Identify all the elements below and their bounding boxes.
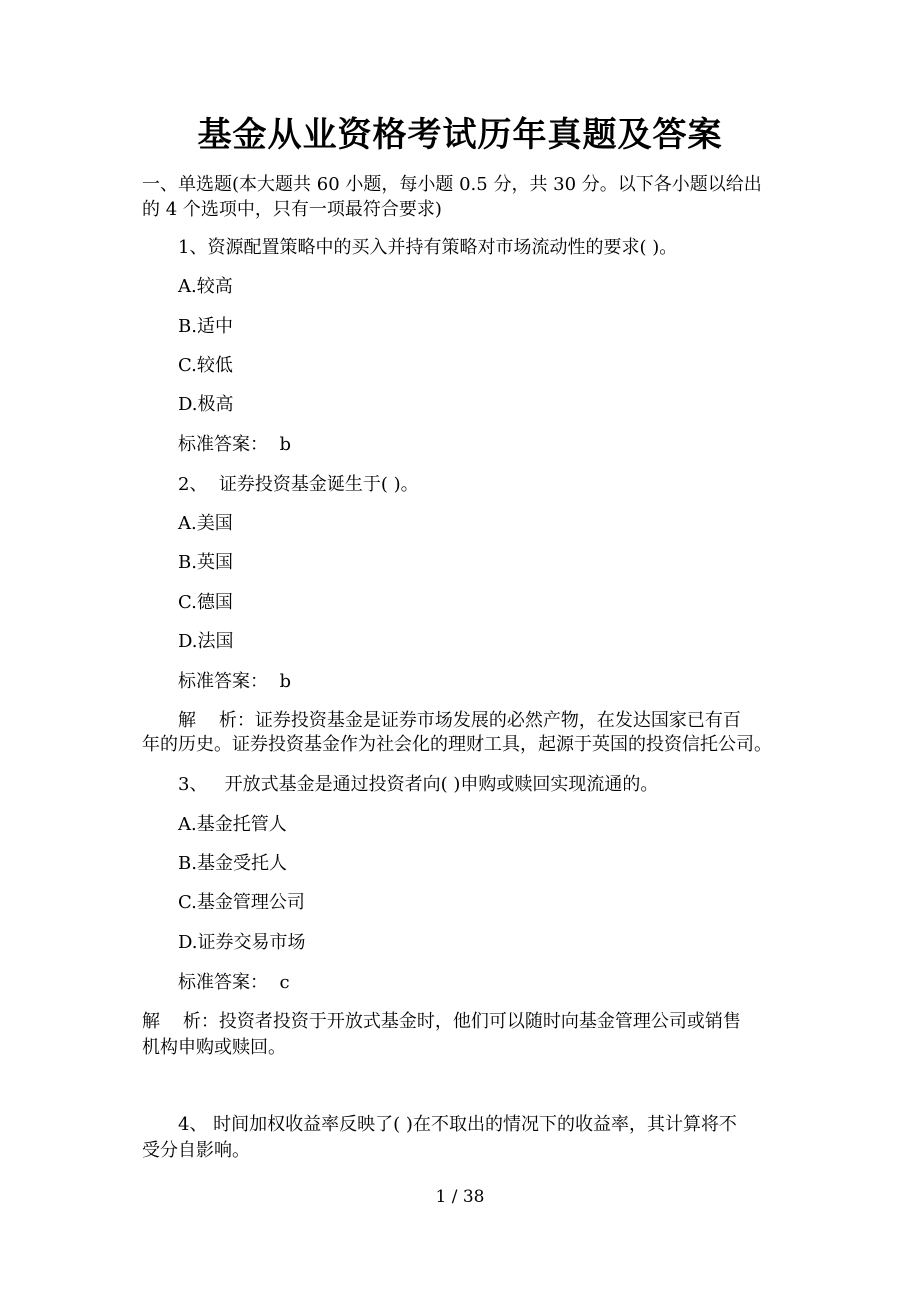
question-2-option-b: B.英国 [178, 552, 233, 573]
question-1-option-c: C.较低 [178, 355, 233, 376]
question-2-option-d: D.法国 [178, 631, 234, 652]
section-header-line-1: 一、单选题(本大题共 60 小题，每小题 0.5 分，共 30 分。以下各小题以给出 [142, 174, 762, 195]
question-2-answer: 标准答案： b [178, 671, 291, 692]
question-3-analysis-line-2: 机构申购或赎回。 [142, 1037, 286, 1058]
question-1-option-b: B.适中 [178, 316, 233, 337]
document-title: 基金从业资格考试历年真题及答案 [197, 115, 723, 155]
question-1-answer: 标准答案： b [178, 434, 291, 455]
section-header-line-2: 的 4 个选项中，只有一项最符合要求) [142, 199, 442, 220]
question-2-option-c: C.德国 [178, 592, 233, 613]
question-4-stem-line-1: 4、 时间加权收益率反映了( )在不取出的情况下的收益率，其计算将不 [178, 1114, 737, 1135]
question-3-option-a: A.基金托管人 [178, 814, 287, 835]
page-number: 1 / 38 [435, 1187, 485, 1207]
question-4-stem-line-2: 受分自影响。 [142, 1140, 250, 1161]
question-1-option-a: A.较高 [178, 276, 233, 297]
question-3-analysis-line-1: 解 析：投资者投资于开放式基金时，他们可以随时向基金管理公司或销售 [142, 1011, 741, 1032]
question-1-option-d: D.极高 [178, 394, 234, 415]
question-1-stem: 1、资源配置策略中的买入并持有策略对市场流动性的要求( )。 [178, 237, 678, 258]
question-2-analysis-line-1: 解 析：证券投资基金是证券市场发展的必然产物，在发达国家已有百 [178, 710, 741, 731]
question-2-analysis-line-2: 年的历史。证券投资基金作为社会化的理财工具，起源于英国的投资信托公司。 [142, 734, 772, 755]
question-2-option-a: A.美国 [178, 513, 233, 534]
question-3-option-c: C.基金管理公司 [178, 892, 305, 913]
question-3-answer: 标准答案： c [178, 972, 290, 993]
question-3-stem: 3、 开放式基金是通过投资者向( )申购或赎回实现流通的。 [178, 774, 659, 795]
question-2-stem: 2、 证券投资基金诞生于( )。 [178, 474, 419, 495]
question-3-option-b: B.基金受托人 [178, 853, 287, 874]
question-3-option-d: D.证券交易市场 [178, 932, 306, 953]
